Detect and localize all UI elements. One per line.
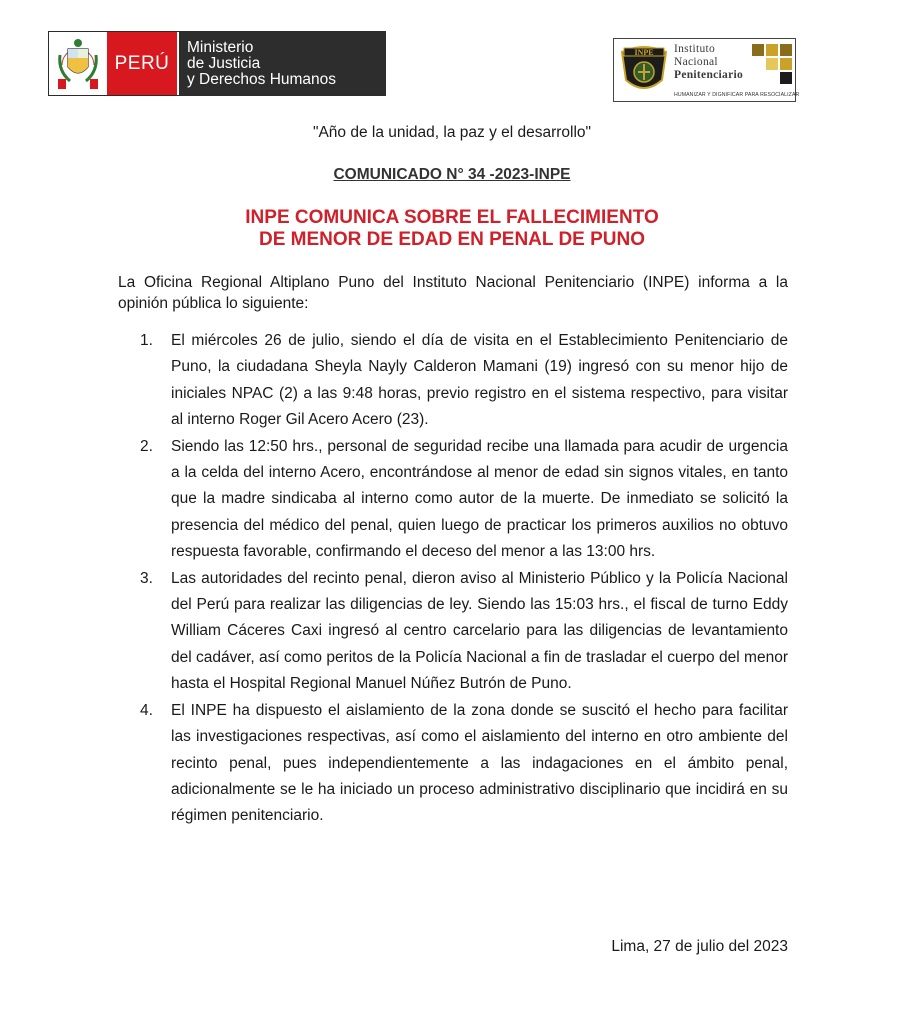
numbered-list xyxy=(140,328,788,830)
ministry-logo xyxy=(48,31,386,96)
ministry-line: Ministerio xyxy=(187,38,254,56)
inpe-logo xyxy=(613,38,800,102)
inpe-name xyxy=(674,39,800,101)
headline-line: INPE COMUNICA SOBRE EL FALLECIMIENTO xyxy=(245,207,659,228)
inpe-tagline: HUMANIZAR Y DIGNIFICAR PARA RESOCIALIZAR xyxy=(674,92,800,98)
ministry-line: y Derechos Humanos xyxy=(187,70,337,88)
list-number: 3. xyxy=(140,569,153,587)
list-item xyxy=(140,328,788,434)
list-item-text: El INPE ha dispuesto el aislamiento de la zona donde se suscitó el hecho para facilitar las investigaciones respectivas, así como el aislamiento del interno en otro ambiente del recinto penal, pues independientemente a las indagaciones en el ámbito penal, adicionalmente se le ha iniciado un proceso administrativo disciplinario que incidirá en su régimen penitenciario. xyxy=(171,701,788,825)
inpe-name-line: Nacional xyxy=(674,56,718,68)
communique-number: COMUNICADO N° 34 -2023-INPE xyxy=(333,166,571,183)
inpe-badge-icon xyxy=(614,39,674,101)
list-number: 1. xyxy=(140,332,153,349)
list-item xyxy=(140,698,788,830)
list-item xyxy=(140,566,788,698)
headline-line: DE MENOR DE EDAD EN PENAL DE PUNO xyxy=(258,229,646,250)
place-date: Lima, 27 de julio del 2023 xyxy=(611,938,788,955)
list-item xyxy=(140,434,788,566)
list-number: 2. xyxy=(140,437,153,455)
inpe-name-line: Penitenciario xyxy=(674,69,744,81)
inpe-squares-icon xyxy=(752,44,792,84)
list-number: 4. xyxy=(140,701,153,719)
list-item-text: Las autoridades del recinto penal, dieron aviso al Ministerio Público y la Policía Nacional del Perú para realizar las diligencias de ley. Siendo las 15:03 hrs., el fiscal de turno Eddy William Cáceres Caxi ingresó al centro carcelario para las diligencias de levantamiento del cadáver, así como peritos de la Policía Nacional a fin de trasladar el cuerpo del menor hasta el Hospital Regional Manuel Núñez Butrón de Puno. xyxy=(171,569,788,693)
ministry-line: de Justicia xyxy=(187,54,261,72)
list-item-text: El miércoles 26 de julio, siendo el día de visita en el Establecimiento Penitenciario de Puno, la ciudadana Sheyla Nayly Calderon Mamani (19) ingresó con su menor hijo de iniciales NPAC (2) a las 9:48 horas, previo registro en el sistema respectivo, para visitar al interno Roger Gil Acero Acero (23). xyxy=(171,332,788,429)
year-motto: "Año de la unidad, la paz y el desarrollo" xyxy=(312,124,592,141)
intro-paragraph: La Oficina Regional Altiplano Puno del Instituto Nacional Penitenciario (INPE) informa a la opinión pública lo siguiente: xyxy=(118,274,788,312)
country-label: PERÚ xyxy=(107,32,177,95)
inpe-name-line: Instituto xyxy=(674,43,716,55)
svg-text:INPE: INPE xyxy=(634,48,654,57)
headline xyxy=(0,207,904,251)
ministry-name xyxy=(177,32,385,95)
peru-coat-of-arms-icon xyxy=(49,32,107,95)
list-item-text: Siendo las 12:50 hrs., personal de seguridad recibe una llamada para acudir de urgencia a la celda del interno Acero, encontrándose al menor de edad sin signos vitales, en tanto que la madre sindicaba al interno como autor de la muerte. De inmediato se solicitó la presencia del médico del penal, quien luego de practicar los primeros auxilios no obtuvo respuesta favorable, confirmando el deceso del menor a las 13:00 hrs. xyxy=(171,437,788,561)
